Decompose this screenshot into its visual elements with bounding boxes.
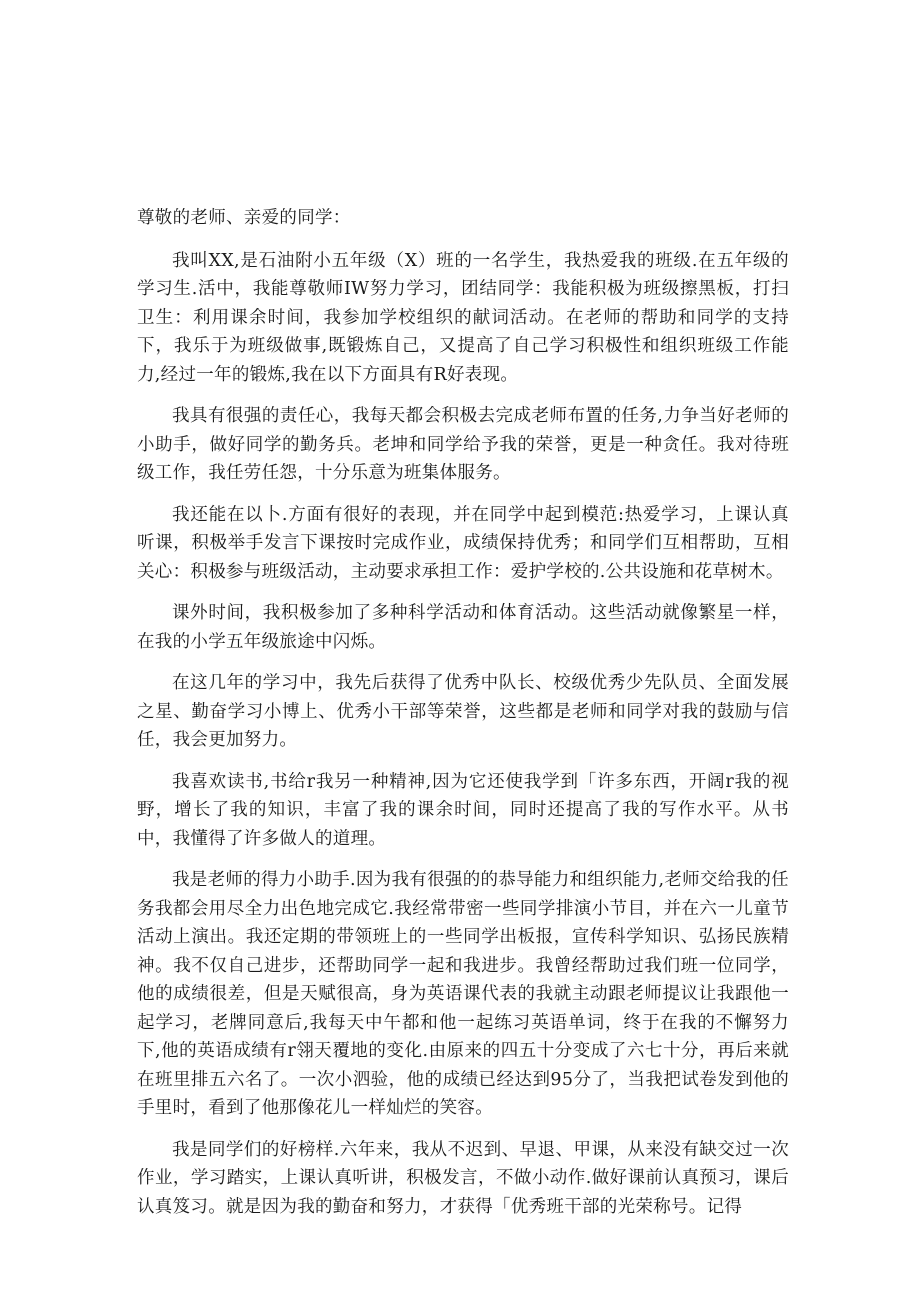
paragraph-3: 我还能在以卜.方面有很好的表现，并在同学中起到模范:热爱学习，上课认真听课，积极举手发言下课按时完成作业，成绩保持优秀；和同学们互相帮助，互相关心：积极参与班级活动，主动要求承担工作：爱护学校的.公共设施和花草树木。 xyxy=(137,504,789,582)
salutation: 尊敬的老师、亲爱的同学： xyxy=(137,208,351,228)
paragraph-4: 课外时间，我积极参加了多种科学活动和体育活动。这些活动就像繁星一样，在我的小学五年级旅途中闪烁。 xyxy=(137,603,789,652)
paragraph-6: 我喜欢读书,书给r我另一种精神,因为它还使我学到「许多东西，开阔r我的视野，增长了我的知识，丰富了我的课余时间，同时还提高了我的写作水平。从书中，我懂得了许多做人的道理。 xyxy=(137,771,789,849)
document-body xyxy=(137,204,789,1234)
paragraph-8: 我是同学们的好榜样.六年来，我从不迟到、早退、甲课，从来没有缺交过一次作业，学习踏实，上课认真听讲，积极发言，不做小动作.做好课前认真预习，课后认真笈习。就是因为我的勤奋和努力，才获得「优秀班干部的光荣称号。记得 xyxy=(137,1139,789,1217)
paragraph-5: 在这几年的学习中，我先后获得了优秀中队长、校级优秀少先队员、全面发展之星、勤奋学习小博上、优秀小干部等荣誉，这些都是老师和同学对我的鼓励与信任，我会更加努力。 xyxy=(137,673,789,750)
paragraph-2: 我具有很强的责任心，我每天都会积极去完成老师布置的任务,力争当好老师的小助手，做好同学的勤务兵。老坤和同学给予我的荣誉，更是一种贪任。我对待班级工作，我任劳任怨，十分乐意为班集体服务。 xyxy=(137,406,789,483)
paragraph-7: 我是老师的得力小助手.因为我有很强的的恭导能力和组织能力,老师交给我的任务我都会用尽全力出色地完成它.我经常带密一些同学排演小节目，并在六一儿童节活动上演出。我还定期的带领班上的一些同学出板报，宣传科学知识、弘扬民族精神。我不仅自己进步，还帮助同学一起和我进步。我曾经帮助过我们班一位同学，他的成绩很差，但是天赋很高，身为英语课代表的我就主动跟老师提议让我跟他一起学习，老牌同意后,我每天中午都和他一起练习英语单词，终于在我的不懈努力下,他的英语成绩有r翎天覆地的变化.由原来的四五十分变成了六七十分，再后来就在班里排五六名了。一次小泗验，他的成绩已经达到95分了，当我把试卷发到他的手里时，看到了他那像花儿一样灿烂的笑容。 xyxy=(137,870,789,1118)
paragraph-1: 我叫XX,是石油附小五年级（X）班的一名学生，我热爱我的班级.在五年级的学习生.活中，我能尊敬师IW努力学习，团结同学：我能积极为班级擦黑板，打扫卫生：利用课余时间，我参加学校组织的献词活动。在老师的帮助和同学的支持下，我乐于为班级做事,既锻炼自己，又提高了自己学习积极性和组织班级工作能力,经过一年的锻炼,我在以下方面具有R好表现。 xyxy=(137,250,789,385)
